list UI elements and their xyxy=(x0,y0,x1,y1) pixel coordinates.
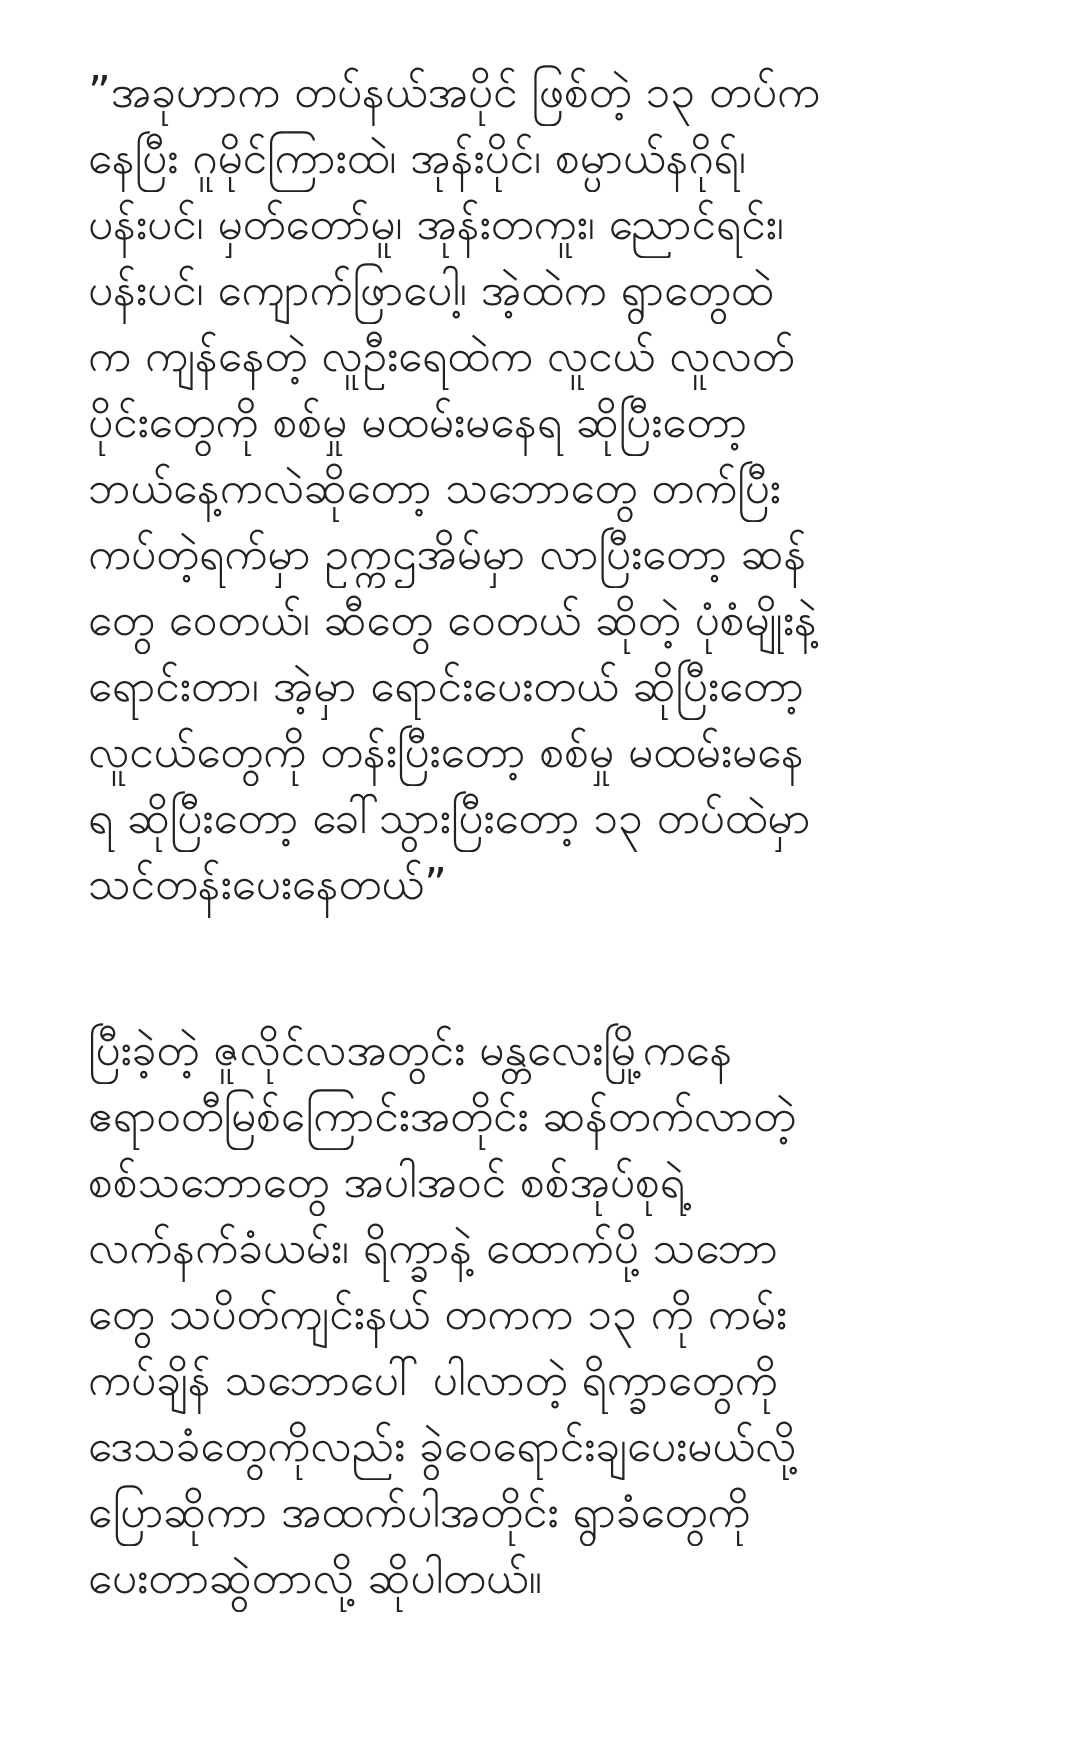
text-line: ပြီးခဲ့တဲ့ ဇူလိုင်လအတွင်း မန္တလေးမြို့ကနေ xyxy=(88,1025,733,1076)
text-line: သင်တန်းပေးနေတယ်” xyxy=(88,859,447,910)
quote-paragraph xyxy=(88,60,999,918)
text-line: တွေ ဝေတယ်၊ ဆီတွေ ဝေတယ် ဆိုတဲ့ ပုံစံမျိုးနဲ့ xyxy=(88,595,817,646)
text-line: ပိုင်းတွေကို စစ်မှု မထမ်းမနေရ ဆိုပြီးတော့ xyxy=(88,397,748,448)
body-paragraph xyxy=(88,1018,999,1612)
text-line: ရ ဆိုပြီးတော့ ခေါ်သွားပြီးတော့ ၁၃ တပ်ထဲမှာ xyxy=(88,793,811,844)
text-line: ရောင်းတာ၊ အဲ့မှာ ရောင်းပေးတယ် ဆိုပြီးတော့ xyxy=(88,661,804,712)
text-line: ပန်းပင်၊ မှတ်တော်မူ၊ အုန်းတကူး၊ ညောင်ရင်း၊ xyxy=(88,199,784,250)
text-line: နေပြီး ဂူမိုင်ကြားထဲ၊ အုန်းပိုင်၊ စမ္ပာယ်နဂိုရ်၊ xyxy=(88,133,746,184)
text-line: စစ်သဘောတွေ အပါအဝင် စစ်အုပ်စုရဲ့ xyxy=(88,1157,685,1208)
text-line: ”အခုဟာက တပ်နယ်အပိုင် ဖြစ်တဲ့ ၁၃ တပ်က xyxy=(88,67,820,118)
text-line: ပြောဆိုကာ အထက်ပါအတိုင်း ရွာခံတွေကို xyxy=(88,1487,751,1538)
text-line: ဒေသခံတွေကိုလည်း ခွဲဝေရောင်းချပေးမယ်လို့ xyxy=(88,1421,797,1472)
text-line: ပန်းပင်၊ ကျောက်ဖြာပေါ့၊ အဲ့ထဲက ရွာတွေထဲ xyxy=(88,265,774,316)
text-line: တွေ သပိတ်ကျင်းနယ် တကက ၁၃ ကို ကမ်း xyxy=(88,1289,788,1340)
text-line: လက်နက်ခံယမ်း၊ ရိက္ခာနဲ့ ထောက်ပို့ သဘော xyxy=(88,1223,778,1274)
text-line: က ကျန်နေတဲ့ လူဦးရေထဲက လူငယ် လူလတ် xyxy=(88,331,795,382)
text-line: လူငယ်တွေကို တန်းပြီးတော့ စစ်မှု မထမ်းမနေ xyxy=(88,727,804,778)
text-line: ကပ်တဲ့ရက်မှာ ဥက္ကဌအိမ်မှာ လာပြီးတော့ ဆန် xyxy=(88,529,807,580)
paragraph-spacer xyxy=(88,918,999,1018)
text-line: ဧရာဝတီမြစ်ကြောင်းအတိုင်း ဆန်တက်လာတဲ့ xyxy=(88,1091,796,1142)
text-line: ကပ်ချိန် သဘောပေါ် ပါလာတဲ့ ရိက္ခာတွေကို xyxy=(88,1355,778,1406)
text-line: ဘယ်နေ့ကလဲဆိုတော့ သဘောတွေ တက်ပြီး xyxy=(88,463,781,514)
text-line: ပေးတာဆွဲတာလို့ ဆိုပါတယ်။ xyxy=(88,1553,542,1604)
